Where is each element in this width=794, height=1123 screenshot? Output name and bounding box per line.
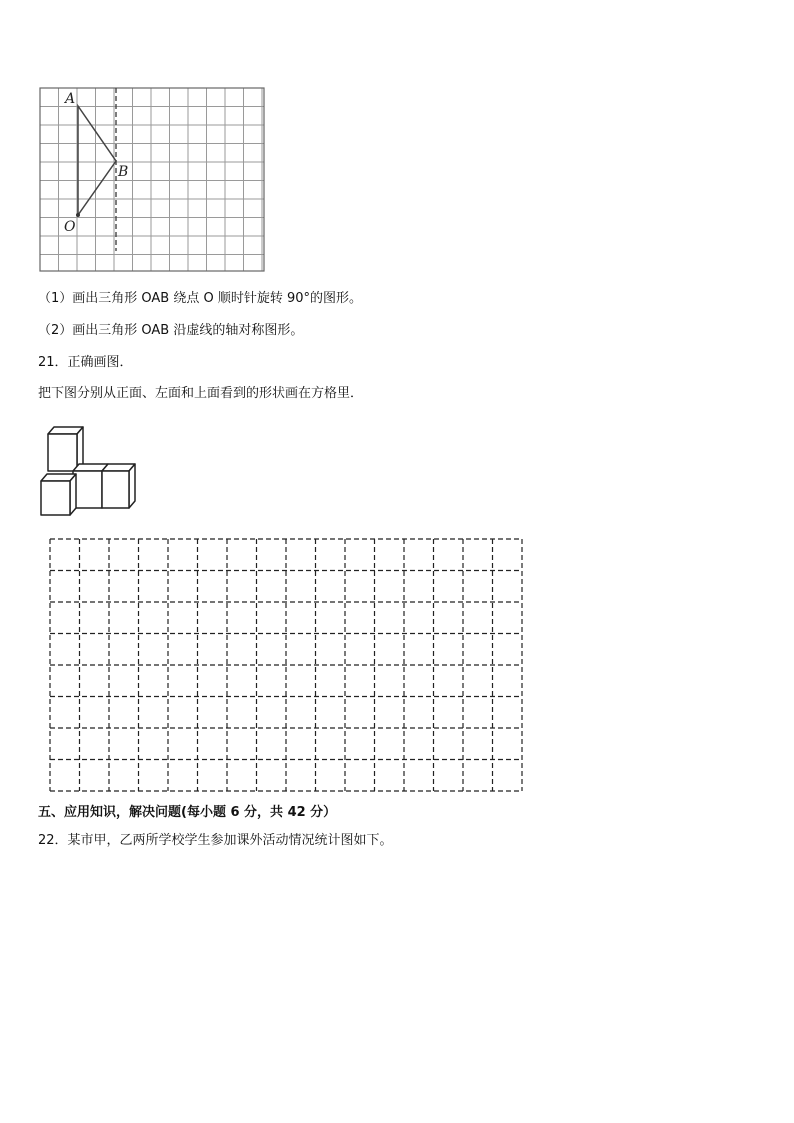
- q22-text: 22．某市甲，乙两所学校学生参加课外活动情况统计图如下。: [38, 833, 393, 848]
- q21-title: 21．正确画图．: [38, 355, 133, 370]
- section5-title: 五、应用知识，解决问题(每小题 6 分，共 42 分）: [38, 805, 337, 820]
- rotation-grid-figure: [38, 86, 268, 276]
- cube-figure: [38, 424, 138, 519]
- answer-dashed-grid[interactable]: [48, 537, 524, 793]
- point-b-label: B: [118, 164, 129, 180]
- q20-part1: （1）画出三角形 OAB 绕点 O 顺时针旋转 90°的图形。: [38, 291, 363, 306]
- point-o-dot: [76, 213, 80, 217]
- point-a-label: A: [65, 91, 76, 107]
- point-o-label: O: [64, 219, 76, 235]
- q21-instruction: 把下图分别从正面、左面和上面看到的形状画在方格里．: [38, 386, 364, 401]
- q20-part2: （2）画出三角形 OAB 沿虚线的轴对称图形。: [38, 323, 304, 338]
